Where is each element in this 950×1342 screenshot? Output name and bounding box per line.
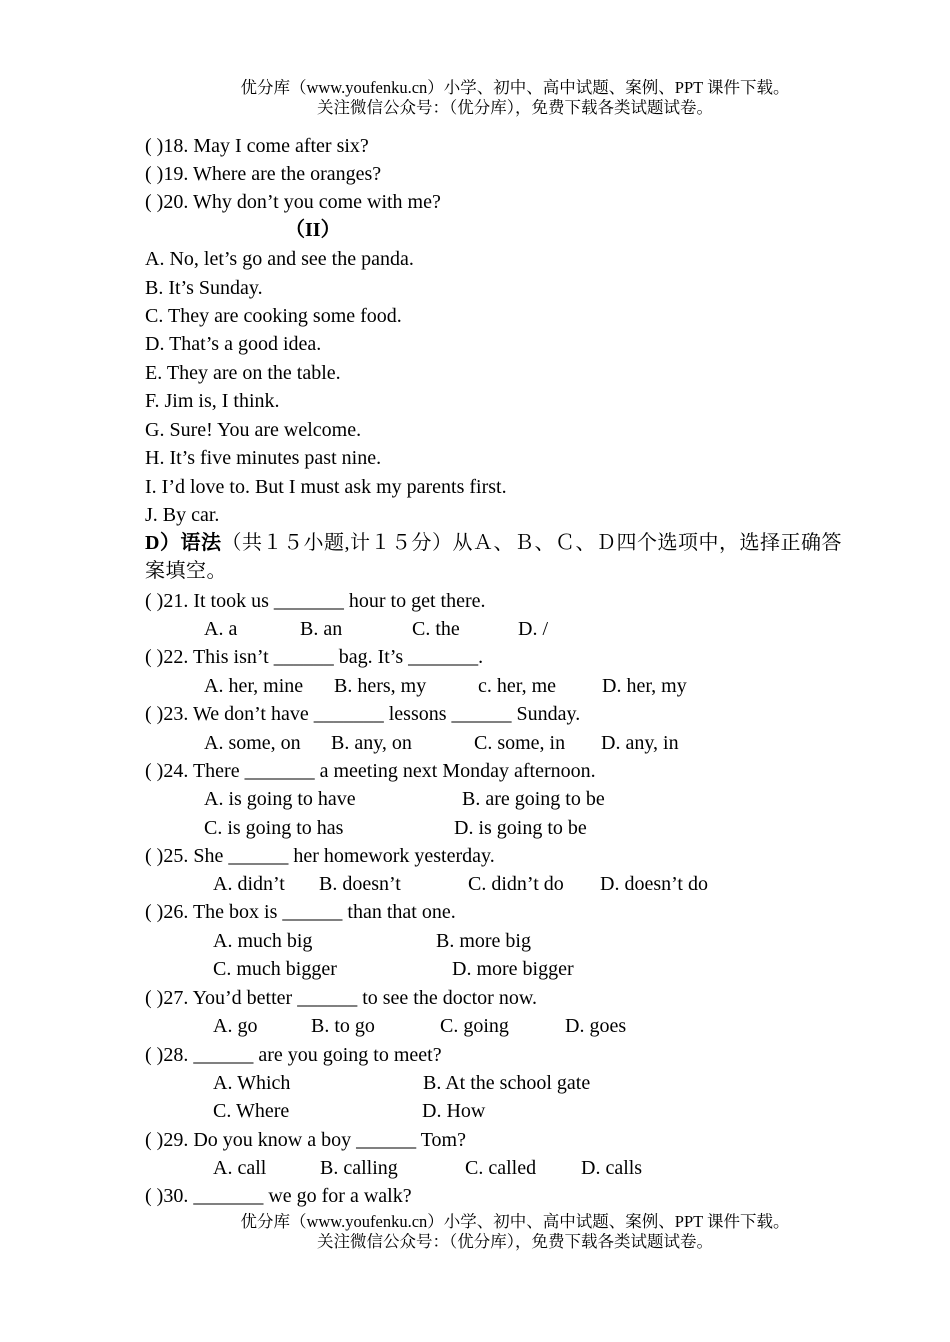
option-29c: C. called [465, 1157, 537, 1179]
answer-f: F. Jim is, I think. [145, 390, 280, 412]
question-26: ( )26. The box is ______ than that one. [145, 901, 456, 923]
option-24c: C. is going to has [204, 817, 344, 839]
footer-line-1: 优分库（www.youfenku.cn）小学、初中、高中试题、案例、PPT 课件下载。 [240, 1212, 790, 1231]
answer-a: A. No, let’s go and see the panda. [145, 248, 414, 270]
answer-d: D. That’s a good idea. [145, 333, 322, 355]
option-22c: c. her, me [478, 675, 557, 697]
answer-c: C. They are cooking some food. [145, 305, 402, 327]
header-line-2: 关注微信公众号：（优分库），免费下载各类试题试卷。 [317, 98, 713, 117]
question-20: ( )20. Why don’t you come with me? [145, 191, 441, 213]
option-22a: A. her, mine [204, 675, 304, 697]
option-28d: D. How [422, 1100, 486, 1122]
question-19: ( )19. Where are the oranges? [145, 163, 382, 185]
option-27b: B. to go [311, 1015, 375, 1037]
option-23d: D. any, in [601, 732, 679, 754]
option-25c: C. didn’t do [468, 873, 564, 895]
option-21b: B. an [300, 618, 343, 640]
answer-g: G. Sure! You are welcome. [145, 419, 362, 441]
option-29a: A. call [213, 1157, 267, 1179]
option-23b: B. any, on [331, 732, 412, 754]
question-24: ( )24. There _______ a meeting next Monday afternoon. [145, 760, 596, 782]
option-22d: D. her, my [602, 675, 687, 697]
question-22: ( )22. This isn’t ______ bag. It’s _______. [145, 646, 484, 668]
option-26a: A. much big [213, 930, 313, 952]
option-24a: A. is going to have [204, 788, 356, 810]
option-29d: D. calls [581, 1157, 643, 1179]
page-footer [0, 1212, 950, 1252]
option-24b: B. are going to be [462, 788, 605, 810]
option-23a: A. some, on [204, 732, 301, 754]
question-28: ( )28. ______ are you going to meet? [145, 1044, 442, 1066]
question-21: ( )21. It took us _______ hour to get there. [145, 590, 486, 612]
option-28c: C. Where [213, 1100, 290, 1122]
answer-h: H. It’s five minutes past nine. [145, 447, 382, 469]
option-22b: B. hers, my [334, 675, 427, 697]
section-d-title-cont: 案填空。 [145, 560, 227, 582]
option-21c: C. the [412, 618, 460, 640]
option-21d: D. / [518, 618, 548, 640]
question-23: ( )23. We don’t have _______ lessons ______ Sunday. [145, 703, 581, 725]
question-25: ( )25. She ______ her homework yesterday. [145, 845, 495, 867]
answer-b: B. It’s Sunday. [145, 277, 263, 299]
option-28a: A. Which [213, 1072, 291, 1094]
option-25a: A. didn’t [213, 873, 285, 895]
header-line-1: 优分库（www.youfenku.cn）小学、初中、高中试题、案例、PPT 课件下载。 [240, 78, 790, 97]
option-29b: B. calling [320, 1157, 398, 1179]
option-27d: D. goes [565, 1015, 627, 1037]
subheading-ii: （II） [285, 219, 341, 241]
section-d-instructions: （共１５小题,计１５分）从Ａ、Ｂ、Ｃ、Ｄ四个选项中，选择正确答 [221, 532, 842, 554]
option-26d: D. more bigger [452, 958, 574, 980]
question-30: ( )30. _______ we go for a walk? [145, 1185, 412, 1207]
answer-i: I. I’d love to. But I must ask my parents first. [145, 476, 507, 498]
section-d-title [145, 529, 842, 557]
option-26c: C. much bigger [213, 958, 337, 980]
option-28b: B. At the school gate [423, 1072, 591, 1094]
question-29: ( )29. Do you know a boy ______ Tom? [145, 1129, 466, 1151]
answer-j: J. By car. [145, 504, 220, 526]
option-27c: C. going [440, 1015, 509, 1037]
section-d-label: D）语法 [145, 532, 222, 554]
answer-e: E. They are on the table. [145, 362, 341, 384]
option-25b: B. doesn’t [319, 873, 401, 895]
footer-line-2: 关注微信公众号：（优分库），免费下载各类试题试卷。 [317, 1232, 713, 1251]
option-23c: C. some, in [474, 732, 566, 754]
option-27a: A. go [213, 1015, 258, 1037]
option-25d: D. doesn’t do [600, 873, 708, 895]
page-header [0, 78, 950, 118]
option-24d: D. is going to be [454, 817, 587, 839]
question-18: ( )18. May I come after six? [145, 135, 369, 157]
option-21a: A. a [204, 618, 238, 640]
question-27: ( )27. You’d better ______ to see the doctor now. [145, 987, 537, 1009]
option-26b: B. more big [436, 930, 531, 952]
